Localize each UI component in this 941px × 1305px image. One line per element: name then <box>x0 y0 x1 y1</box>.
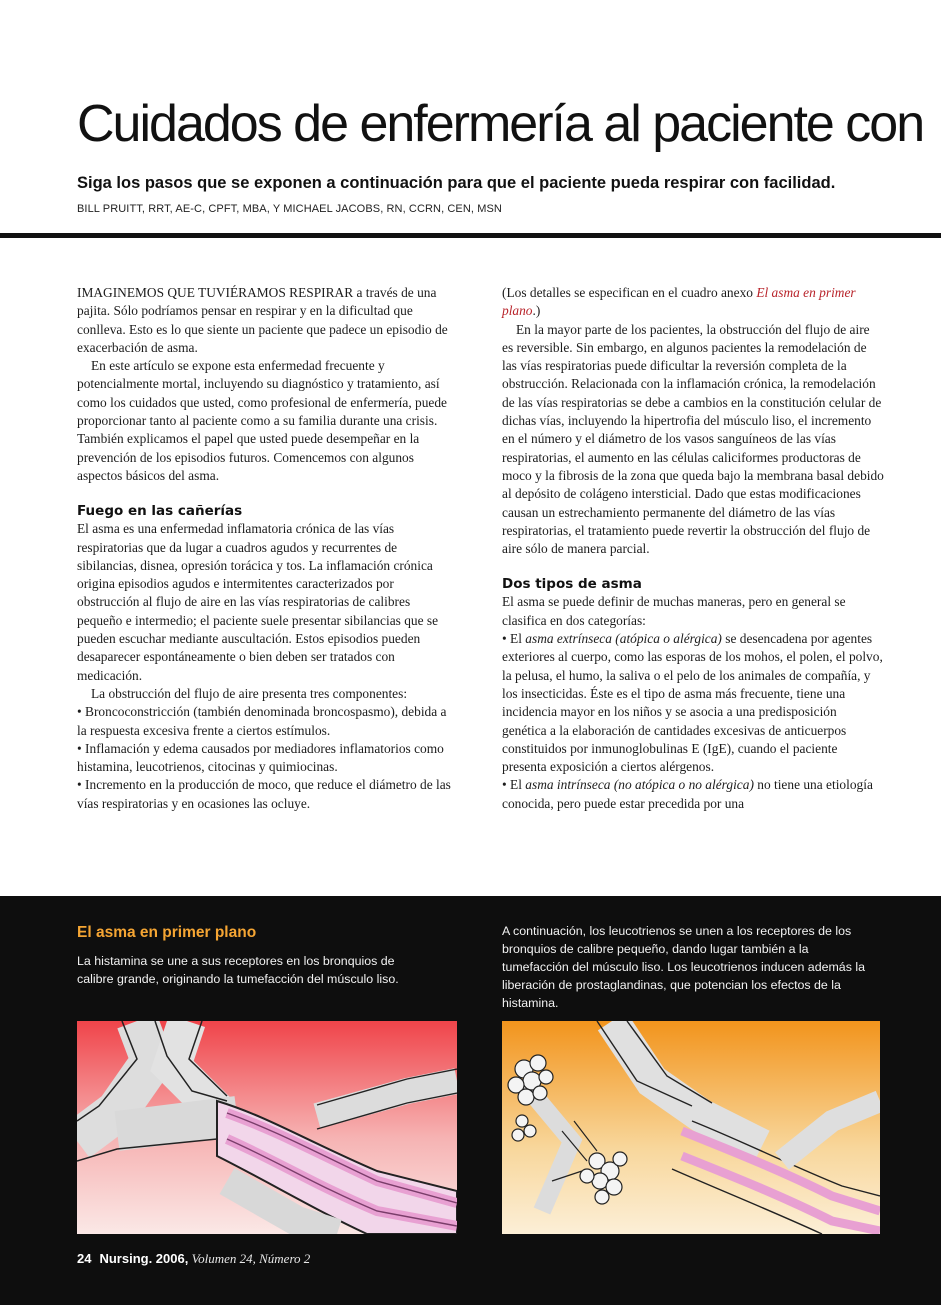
bullet-inflamacion: • Inflamación y edema causados por mediadores inflamatorios como histamina, leucotrienos, citocinas y quimiocinas. <box>77 740 444 775</box>
left-column <box>77 284 457 813</box>
magazine-name: Nursing. 2006, <box>99 1251 189 1266</box>
section-heading-fuego: Fuego en las cañerías <box>77 503 243 520</box>
sidebar-text-left: La histamina se une a sus receptores en los bronquios de calibre grande, originando la tumefacción del músculo liso. <box>77 954 399 986</box>
right-column <box>502 284 884 813</box>
section-heading-dos-tipos: Dos tipos de asma <box>502 576 642 593</box>
bronchi-large-illustration <box>77 1021 457 1234</box>
illustration-leukotriene <box>502 1021 880 1234</box>
bullet-prefix: • El <box>502 777 526 793</box>
sidebar-title: El asma en primer plano <box>77 924 257 941</box>
article-subtitle: Siga los pasos que se exponen a continuación para que el paciente pueda respirar con facilidad. <box>77 174 836 192</box>
term-extrinseca: asma extrínseca (atópica o alérgica) <box>525 631 722 647</box>
term-intrinseca: asma intrínseca (no atópica o no alérgica) <box>525 777 754 793</box>
reference-text: (Los detalles se especifican en el cuadro anexo <box>502 285 757 300</box>
sidebar-reference-link[interactable]: El asma en primer plano <box>502 285 856 319</box>
intro-paragraph-2: En este artículo se expone esta enfermedad frecuente y potencialmente mortal, incluyendo su diagnóstico y tratamiento, así como los cuidados que usted, como profesional de enfermería, puede proporcionar tanto al paciente como a su familia durante una crisis. También explicamos el papel que usted puede desempeñar en la prevención de los episodios futuros. Comencemos con algunos aspectos básicos del asma. <box>77 358 447 483</box>
bullet-prefix: • El <box>502 631 526 647</box>
section2-paragraph-1: El asma se puede definir de muchas maneras, pero en general se clasifica en dos categorías: <box>502 594 846 628</box>
section1-paragraph-2: La obstrucción del flujo de aire presenta tres componentes: <box>91 685 408 701</box>
bullet-body: no tiene una etiología conocida, pero puede estar precedida por una <box>502 777 873 811</box>
volume-issue: Volumen 24, Número 2 <box>191 1251 311 1266</box>
bullet-moco: • Incremento en la producción de moco, que reduce el diámetro de las vías respiratorias y en ocasiones las ocluye. <box>77 777 451 811</box>
bullet-broncoconstriccion: • Broncoconstricción (también denominada broncospasmo), debida a la respuesta excesiva frente a ciertos estímulos. <box>77 704 447 738</box>
bullet-body: se desencadena por agentes exteriores al cuerpo, como las esporas de los mohos, el polen, el polvo, la pelusa, el humo, la saliva o el pelo de los animales de compañía, y los insecticidas. Éste es el tipo de asma más frecuente, tiene una incidencia mayor en los niños y se asocia a una predisposición genética a la elaboración de cantidades excesivas de anticuerpos constituidos por inmunoglobulinas E (IgE), cuando el paciente presenta exposición a ciertos alérgenos. <box>502 631 883 775</box>
bullet-asma-extrinseca <box>502 630 884 776</box>
intro-paragraph-1: IMAGINEMOS QUE TUVIÉRAMOS RESPIRAR a través de una pajita. Sólo podríamos pensar en respirar y en la dificultad que conlleva. Esto es lo que siente un paciente que padece un episodio de exacerbación de asma. <box>77 285 448 355</box>
reference-paragraph <box>502 284 884 321</box>
section1-paragraph-1: El asma es una enfermedad inflamatoria crónica de las vías respiratorias que da lugar a cuadros agudos y recurrentes de sibilancias, disnea, opresión torácica y tos. La inflamación crónica origina episodios agudos e intermitentes caracterizados por obstrucción al flujo de aire en las vías respiratorias de calibres pequeño e intermedio; el paciente suele presentar sibilancias que se pueden escuchar mediante auscultación. Estos episodios pueden desaparecer espontáneamente o bien deben ser tratados con medicación. <box>77 521 439 683</box>
article-authors: BILL PRUITT, RRT, AE-C, CPFT, MBA, Y MICHAEL JACOBS, RN, CCRN, CEN, MSN <box>77 203 502 215</box>
header-rule <box>0 233 941 238</box>
reference-text-end: .) <box>532 303 541 319</box>
illustration-histamine <box>77 1021 457 1234</box>
sidebar-text-right: A continuación, los leucotrienos se unen a los receptores de los bronquios de calibre pequeño, dando lugar también a la tumefacción del músculo liso. Los leucotrienos inducen además la liberación de prostaglandinas, que potencian los efectos de la histamina. <box>502 924 865 1010</box>
page-number: 24 <box>77 1251 92 1266</box>
article-title: Cuidados de enfermería al paciente con <box>77 95 924 153</box>
bronchi-small-illustration <box>502 1021 880 1234</box>
page-footer <box>77 1251 310 1267</box>
remodeling-paragraph: En la mayor parte de los pacientes, la obstrucción del flujo de aire es reversible. Sin embargo, en algunos pacientes la remodelación de las vías respiratorias puede dificultar la reversión completa de la obstrucción. Relacionada con la inflamación crónica, la remodelación de las vías respiratorias se debe a cambios en la constitución celular de dichas vías, incluyendo la hipertrofia del músculo liso, el incremento en el número y el diámetro de los vasos sanguíneos de las vías respiratorias, el aumento en las células caliciformes productoras de moco y la fibrosis de la zona que queda bajo la membrana basal debido al depósito de colágeno intersticial. Dado que estas modificaciones causan un estrechamiento permanente del diámetro de las vías respiratorias, el tratamiento puede revertir la obstrucción del flujo de aire sólo de manera parcial. <box>502 321 884 557</box>
bullet-asma-intrinseca <box>502 776 884 813</box>
